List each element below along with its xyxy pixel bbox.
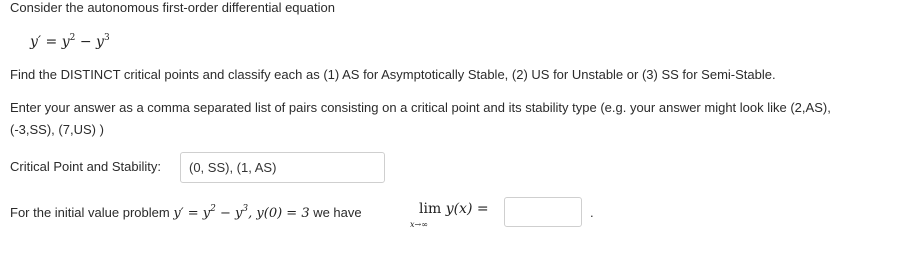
ivp-initial-condition: , y(0) = 3 <box>248 206 310 221</box>
ivp-term1-exp: 2 <box>210 204 216 214</box>
eq-term2-exp: 3 <box>103 33 110 43</box>
eq-term1-exp: 2 <box>69 33 76 43</box>
ivp-equals: = <box>183 206 203 221</box>
eq-term2: y <box>96 34 104 50</box>
ivp-lhs: y′ <box>173 206 184 221</box>
problem-intro: Consider the autonomous first-order differential equation <box>10 0 335 15</box>
limit-answer-input[interactable] <box>504 197 582 227</box>
ivp-mid: we have <box>309 205 362 220</box>
limit-function: y(x) = <box>445 201 489 217</box>
eq-equals: = <box>41 34 62 50</box>
limit-expression <box>419 201 489 217</box>
sentence-period: . <box>590 205 594 220</box>
ivp-statement <box>10 205 362 221</box>
differential-equation <box>30 34 110 50</box>
eq-minus: − <box>75 34 97 50</box>
limit-subscript: x→∞ <box>410 220 428 229</box>
format-hint-line1: Enter your answer as a comma separated list of pairs consisting on a critical point and its stability type (e.g. your answer might look like (2,AS), <box>10 100 831 115</box>
format-hint-line2: (-3,SS), (7,US) ) <box>10 122 104 137</box>
instructions: Find the DISTINCT critical points and classify each as (1) AS for Asymptotically Stable, (2) US for Unstable or (3) SS for Semi-Stable. <box>10 67 776 82</box>
ivp-prefix: For the initial value problem <box>10 205 174 220</box>
eq-lhs: y′ <box>30 34 42 50</box>
ivp-term2: y <box>235 206 243 221</box>
ivp-term1: y <box>202 206 211 221</box>
critical-point-label: Critical Point and Stability: <box>10 159 162 174</box>
ivp-minus: − <box>215 206 236 221</box>
eq-term1: y <box>61 34 70 50</box>
limit-operator: lim <box>419 201 442 217</box>
critical-point-input[interactable]: (0, SS), (1, AS) <box>180 152 385 183</box>
ivp-term2-exp: 3 <box>242 204 249 214</box>
